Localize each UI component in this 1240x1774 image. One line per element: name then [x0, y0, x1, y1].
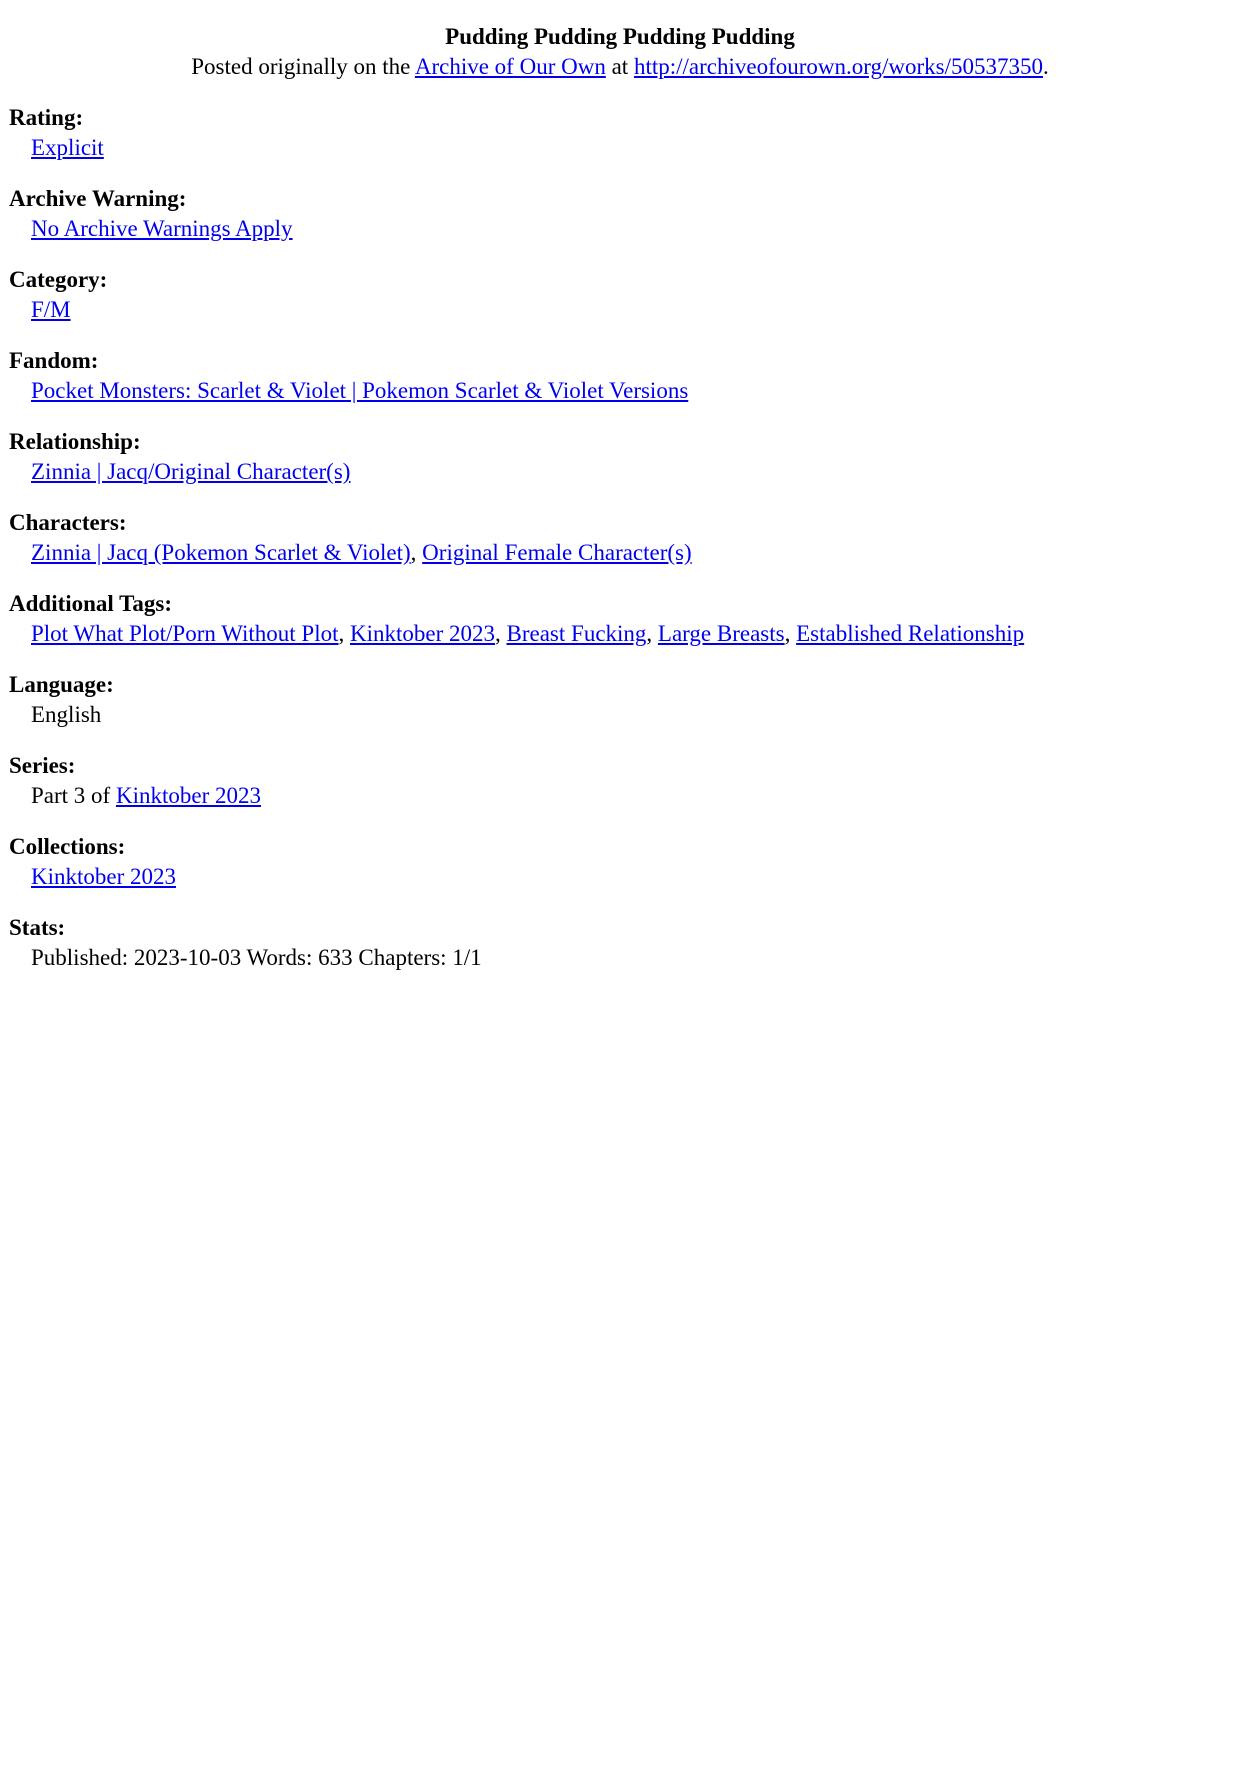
meta-value-language	[31, 700, 1231, 730]
meta-value-fandom	[31, 376, 1231, 406]
meta-label-relationship: Relationship:	[9, 429, 141, 454]
work-title: Pudding Pudding Pudding Pudding	[445, 24, 795, 49]
meta-value-characters: Zinnia | Jacq (Pokemon Scarlet & Violet), Original Female Character(s)	[31, 540, 692, 565]
meta-value-rating	[31, 133, 1231, 163]
work-header	[9, 22, 1231, 82]
meta-value-additional-tags: Plot What Plot/Porn Without Plot, Kinktober 2023, Breast Fucking, Large Breasts, Established Relationship	[31, 621, 1025, 646]
byline-text-suffix: .	[1043, 54, 1049, 79]
meta-value-stats	[31, 943, 1231, 973]
archive-warning-tag-link[interactable]: No Archive Warnings Apply	[31, 216, 293, 241]
byline-text-middle: at	[605, 54, 634, 79]
category-tag-link[interactable]: F/M	[31, 297, 71, 322]
meta-label-language: Language:	[9, 672, 114, 697]
rating-tag-link[interactable]: Explicit	[31, 135, 104, 160]
meta-label-additional-tags: Additional Tags:	[9, 591, 172, 616]
additional-tags-tag-link[interactable]: Large Breasts	[657, 621, 785, 646]
meta-label-rating: Rating:	[9, 105, 84, 130]
meta-value-relationship	[31, 457, 1231, 487]
byline	[9, 52, 1231, 82]
stats-text: Published: 2023-10-03 Words: 633 Chapters: 1/1	[31, 945, 482, 970]
meta-label-characters: Characters:	[9, 510, 127, 535]
series-tag-link[interactable]: Kinktober 2023	[115, 783, 261, 808]
work-url-link[interactable]: http://archiveofourown.org/works/50537350	[633, 54, 1043, 79]
byline-text-prefix: Posted originally on the	[191, 54, 415, 79]
meta-value-archive-warning	[31, 214, 1231, 244]
meta-value-category	[31, 295, 1231, 325]
meta-value-series: Part 3 of Kinktober 2023	[31, 783, 261, 808]
language-text: English	[31, 702, 102, 727]
meta-label-stats: Stats:	[9, 915, 66, 940]
fandom-tag-link[interactable]: Pocket Monsters: Scarlet & Violet | Pokemon Scarlet & Violet Versions	[31, 378, 689, 403]
collections-tag-link[interactable]: Kinktober 2023	[31, 864, 177, 889]
additional-tags-tag-link[interactable]: Breast Fucking	[506, 621, 647, 646]
work-meta	[9, 103, 1231, 973]
additional-tags-tag-link[interactable]: Kinktober 2023	[350, 621, 496, 646]
meta-label-archive-warning: Archive Warning:	[9, 186, 187, 211]
relationship-tag-link[interactable]: Zinnia | Jacq/Original Character(s)	[31, 459, 351, 484]
additional-tags-tag-link[interactable]: Plot What Plot/Porn Without Plot	[31, 621, 339, 646]
meta-label-fandom: Fandom:	[9, 348, 99, 373]
additional-tags-tag-link[interactable]: Established Relationship	[796, 621, 1025, 646]
characters-tag-link[interactable]: Zinnia | Jacq (Pokemon Scarlet & Violet)	[31, 540, 411, 565]
meta-label-category: Category:	[9, 267, 108, 292]
characters-tag-link[interactable]: Original Female Character(s)	[422, 540, 692, 565]
archive-of-our-own-link[interactable]: Archive of Our Own	[414, 54, 606, 79]
meta-value-collections	[31, 862, 1231, 892]
meta-label-series: Series:	[9, 753, 76, 778]
meta-label-collections: Collections:	[9, 834, 126, 859]
